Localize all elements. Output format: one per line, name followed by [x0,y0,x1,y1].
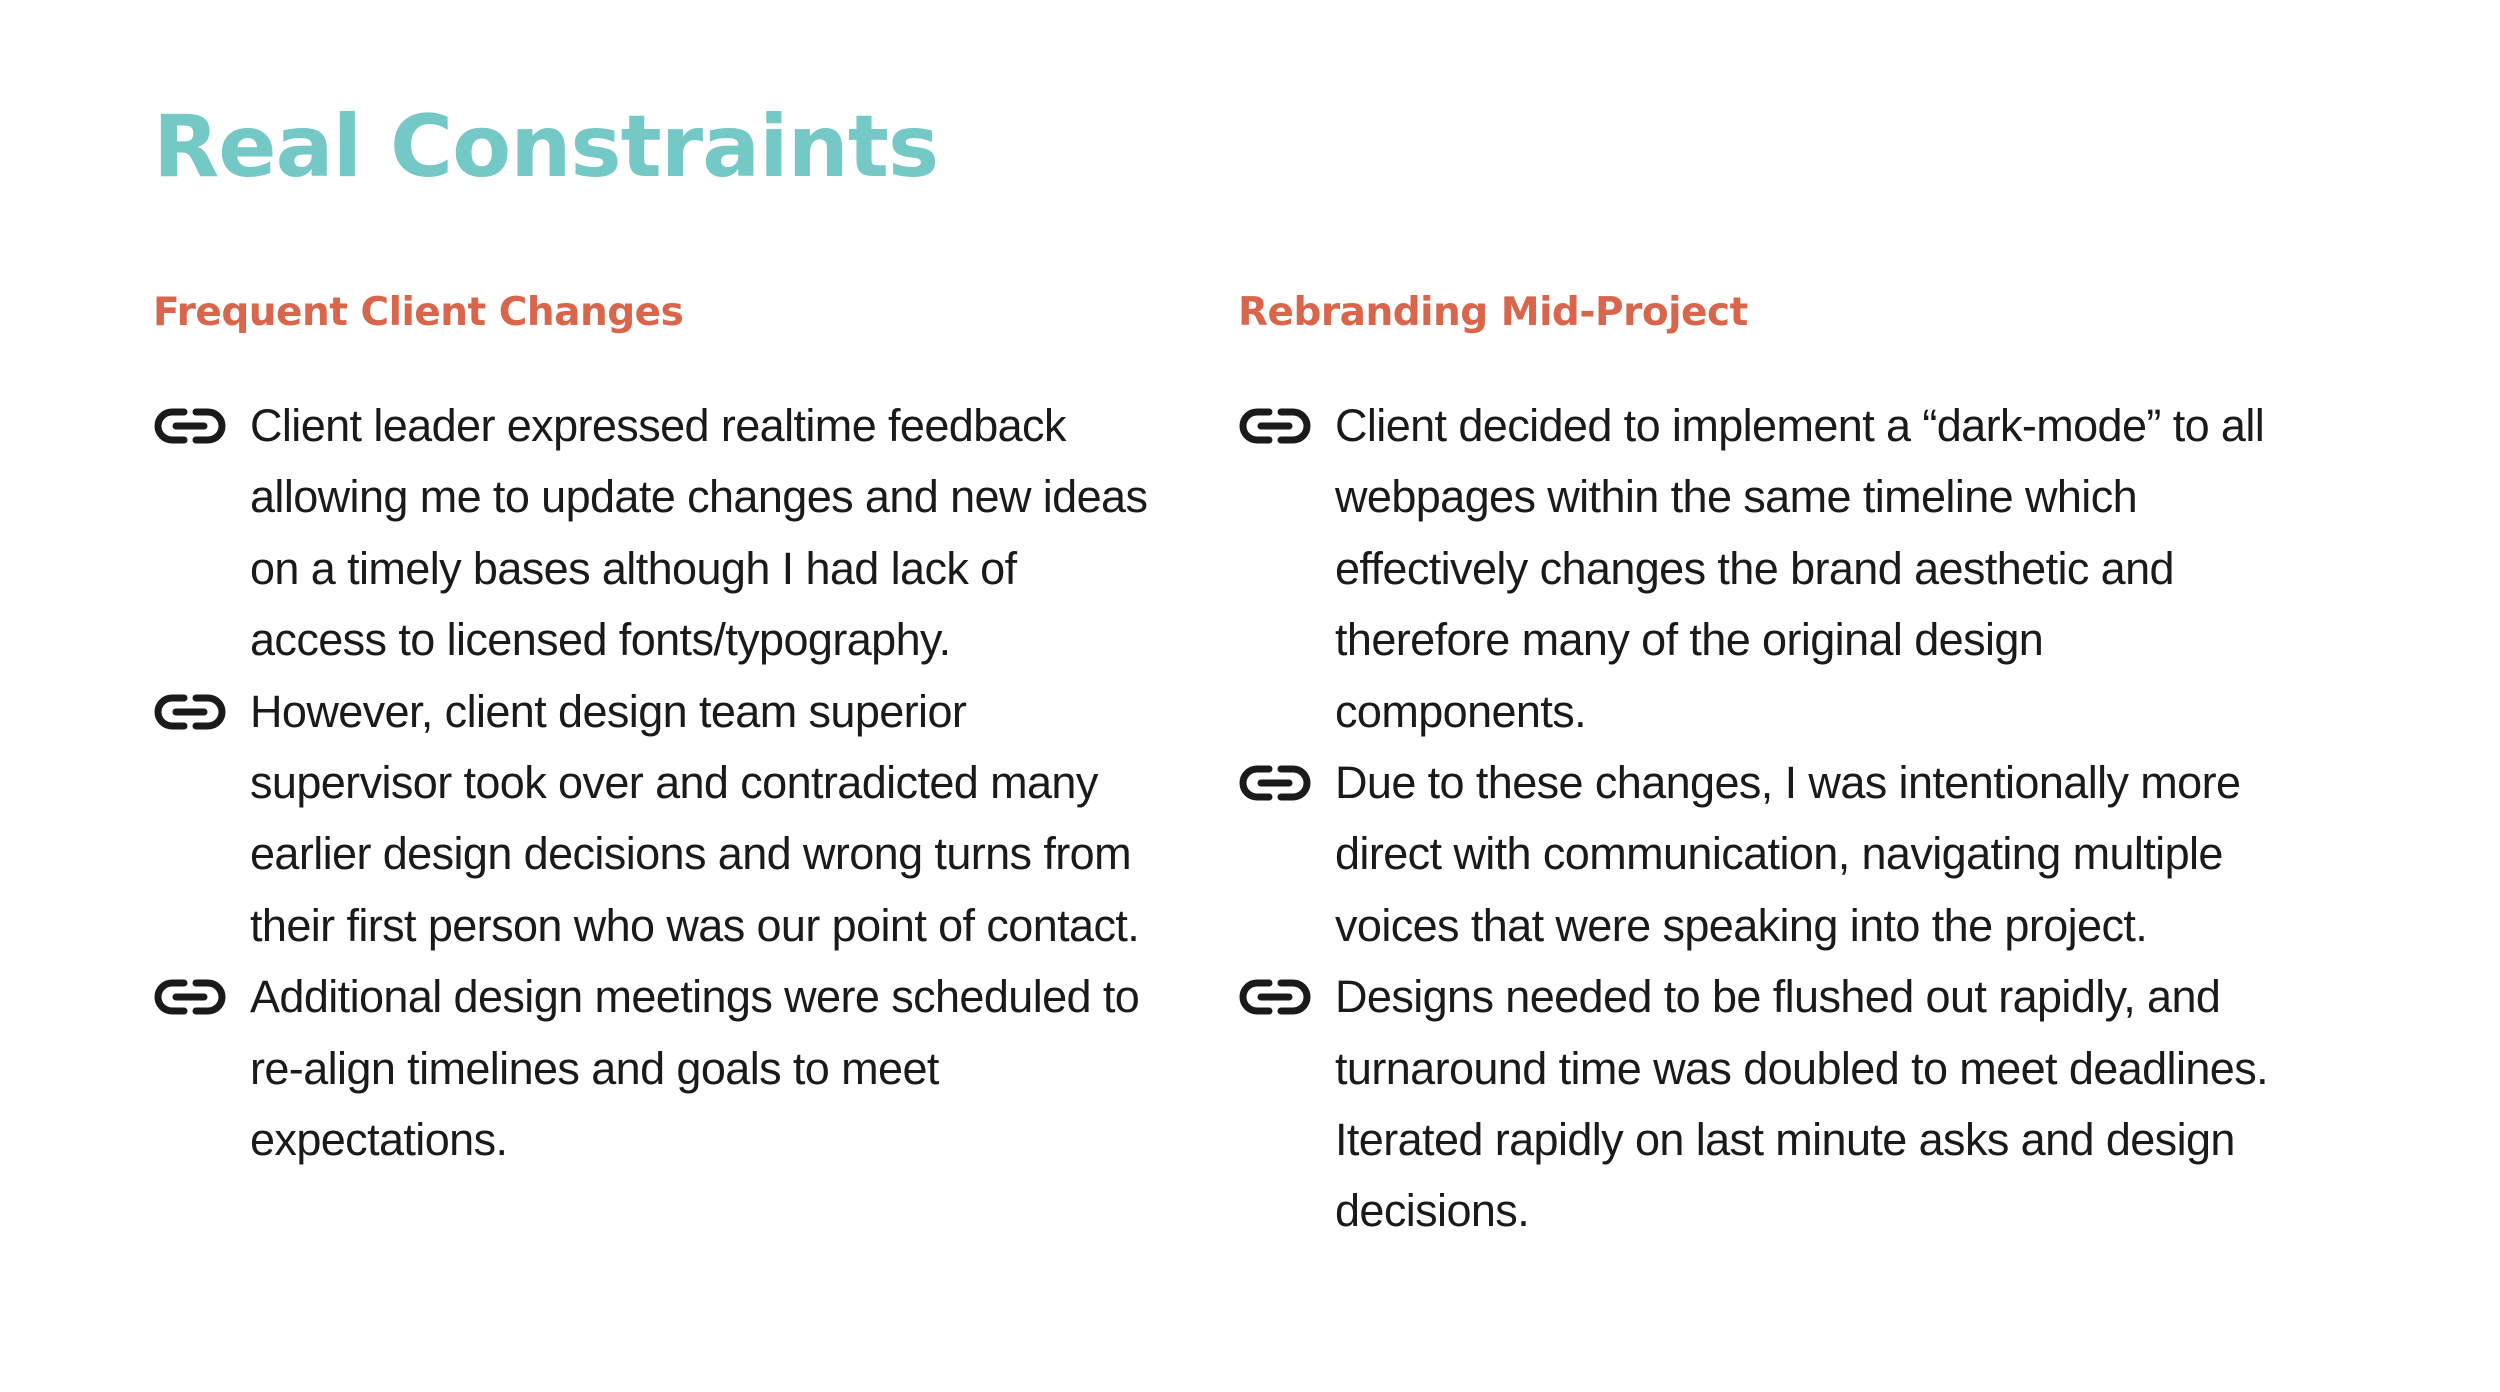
column-heading: Rebranding Mid-Project [1238,290,1748,335]
column-heading: Frequent Client Changes [153,290,684,335]
column-frequent-client-changes [153,286,1163,1166]
bullet-text: However, client design team superior supervisor took over and contradicted many earlier design decisions and wrong turns from their first person who was our point of contact. [250,685,1140,951]
bullet-item [153,961,1163,1175]
link-icon [153,969,227,1025]
link-icon [1238,755,1312,811]
bullet-text: Client leader expressed realtime feedback allowing me to update changes and new ideas on a timely bases although I had lack of access to licensed fonts/typography. [250,400,1148,666]
bullet-list [153,390,1163,1175]
bullet-list [1238,390,2300,1247]
link-icon [1238,398,1312,454]
link-icon [1238,969,1312,1025]
column-rebranding-mid-project [1238,286,2300,1237]
link-icon-graphic [1238,969,1312,1025]
bullet-item [153,676,1163,962]
link-icon-graphic [1238,755,1312,811]
link-icon [153,398,227,454]
link-icon-graphic [153,398,227,454]
bullet-text: Additional design meetings were scheduled to re-align timelines and goals to meet expectations. [250,971,1140,1166]
bullet-item [1238,747,2300,961]
bullet-text: Client decided to implement a “dark-mode” to all webpages within the same timeline which effectively changes the brand aesthetic and therefore many of the original design components. [1335,400,2265,737]
bullet-text: Designs needed to be flushed out rapidly, and turnaround time was doubled to meet deadlines. Iterated rapidly on last minute asks and design decisions. [1335,971,2269,1237]
bullet-item [1238,390,2300,747]
link-icon-graphic [153,969,227,1025]
link-icon-graphic [153,684,227,740]
bullet-item [153,390,1163,676]
bullet-item [1238,961,2300,1247]
link-icon [153,684,227,740]
slide-title: Real Constraints [153,97,939,197]
link-icon-graphic [1238,398,1312,454]
bullet-text: Due to these changes, I was intentionally more direct with communication, navigating multiple voices that were speaking into the project. [1335,757,2241,951]
